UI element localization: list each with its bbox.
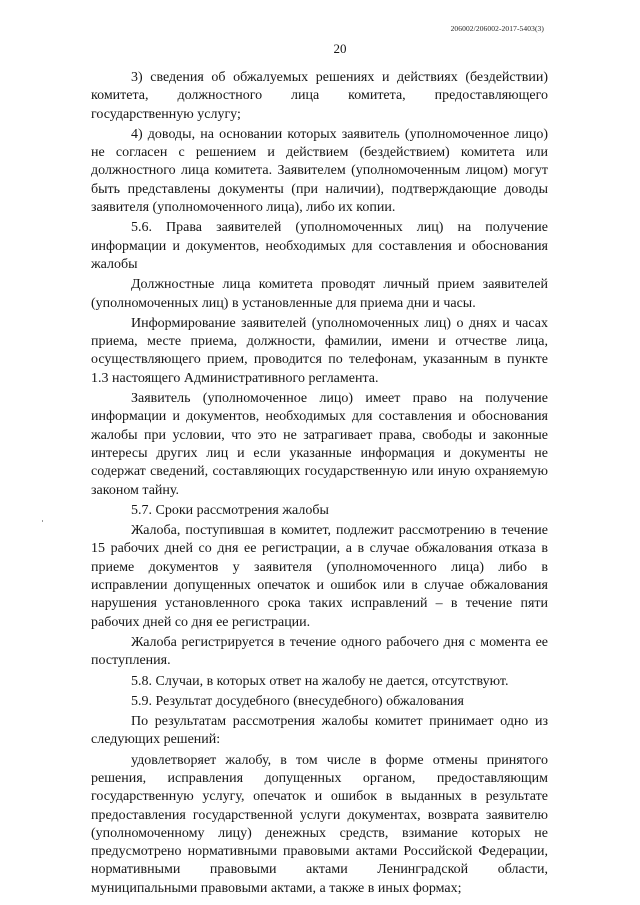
section-5-7-heading: 5.7. Сроки рассмотрения жалобы: [131, 502, 329, 518]
paragraph-item-3: 3) сведения об обжалуемых решениях и действиях (бездействии) комитета, должностного лица комитета, предоставляющего государственную услугу;: [91, 70, 548, 122]
paragraph-applicant-right: Заявитель (уполномоченное лицо) имеет право на получение информации и документов, необходимых для составления и обоснования жалобы при условии, что это не затрагивает права, свободы и законные интересы других лиц и если указанные информация и документы не содержат сведений, составляющих государственную или иную охраняемую законом тайну.: [91, 391, 548, 498]
paragraph-decisions-intro: По результатам рассмотрения жалобы комитет принимает одно из следующих решений:: [91, 714, 548, 748]
page-number: 20: [333, 41, 347, 56]
document-id: 206002/206002-2017-5403(3): [450, 24, 544, 33]
scan-artifact: [42, 520, 43, 522]
section-5-6-heading: 5.6. Права заявителей (уполномоченных лиц) на получение информации и документов, необходимых для составления и обоснования жалобы: [91, 220, 548, 272]
paragraph-item-4: 4) доводы, на основании которых заявитель (уполномоченное лицо) не согласен с решением и действием (бездействием) комитета или должностного лица комитета. Заявителем (уполномоченным лицом) могут быть представлены документы (при наличии), подтверждающие доводы заявителя (уполномоченного лица), либо их копии.: [91, 126, 548, 216]
paragraph-satisfy-complaint: удовлетворяет жалобу, в том числе в форме отмены принятого решения, исправления допущенных органом, предоставляющим государственную услугу, опечаток и ошибок в выданных в результате предоставления государственной услуги документах, возврата заявителю (уполномоченному лицу) денежных средств, взимание которых не предусмотрено нормативными правовыми актами Российской Федерации, нормативными правовыми актами Ленинградской области, муниципальными правовыми актами, а также в иных формах;: [91, 752, 548, 896]
paragraph-registration: Жалоба регистрируется в течение одного рабочего дня с момента ее поступления.: [91, 634, 548, 669]
paragraph-informing: Информирование заявителей (уполномоченных лиц) о днях и часах приема, месте приема, должности, фамилии, имени и отчестве лица, осуществляющего прием, проводится по телефонам, указанным в пункте 1.3 настоящего Административного регламента.: [91, 315, 548, 386]
section-5-8-heading: 5.8. Случаи, в которых ответ на жалобу не дается, отсутствуют.: [131, 673, 509, 689]
paragraph-personal-reception: Должностные лица комитета проводят личный прием заявителей (уполномоченных лиц) в установленные для приема дни и часы.: [91, 277, 548, 311]
paragraph-review-period: Жалоба, поступившая в комитет, подлежит рассмотрению в течение 15 рабочих дней со дня ее регистрации, а в случае обжалования отказа в приеме документов у заявителя (уполномоченного лица) либо в исправлении допущенных опечаток и ошибок или в случае обжалования нарушения установленного срока таких исправлений – в течение пяти рабочих дней со дня ее регистрации.: [91, 523, 548, 630]
document-body: [91, 69, 548, 898]
section-5-9-heading: 5.9. Результат досудебного (внесудебного) обжалования: [131, 693, 464, 709]
